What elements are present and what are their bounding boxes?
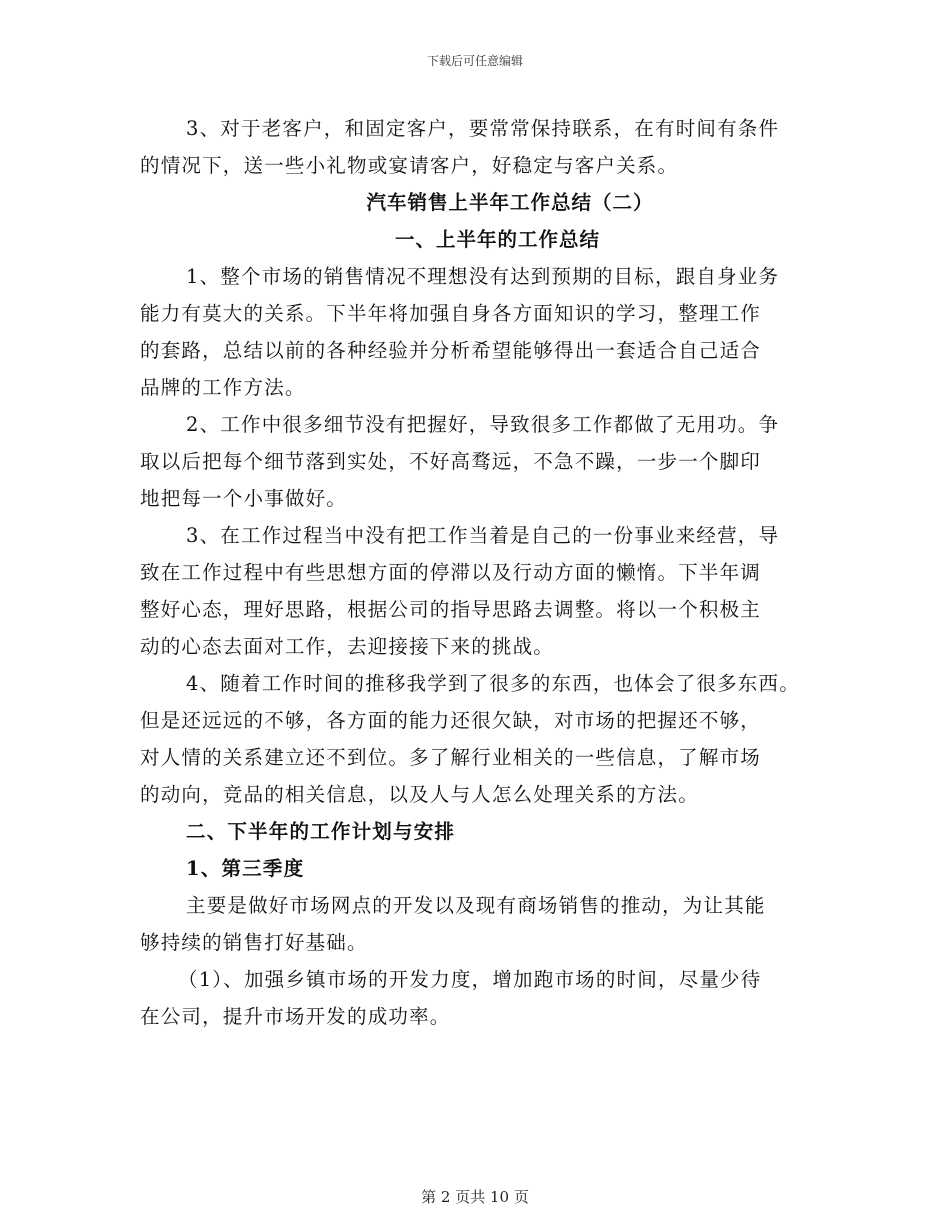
document-body: [140, 110, 820, 1035]
text-line: 1、第三季度: [186, 857, 305, 880]
text-line: 的套路，总结以前的各种经验并分析希望能够得出一套适合自己适合: [140, 339, 762, 362]
text-line: 主要是做好市场网点的开发以及现有商场销售的推动，为让其能: [186, 894, 766, 917]
text-line: 二、下半年的工作计划与安排: [186, 820, 456, 843]
page-header: 下载后可任意编辑: [426, 54, 523, 68]
text-line: 够持续的销售打好基础。: [140, 931, 368, 954]
text-line: 品牌的工作方法。: [140, 376, 306, 399]
text-line: 动的心态去面对工作，去迎接接下来的挑战。: [140, 635, 555, 658]
text-line: 地把每一个小事做好。: [140, 487, 348, 510]
text-line: 4、随着工作时间的推移我学到了很多的东西，也体会了很多东西。: [186, 672, 800, 695]
text-line: 对人情的关系建立还不到位。多了解行业相关的一些信息，了解市场: [140, 746, 762, 769]
text-line: 整好心态，理好思路，根据公司的指导思路去调整。将以一个积极主: [140, 598, 762, 621]
text-line: （1）、加强乡镇市场的开发力度，增加跑市场的时间，尽量少待: [178, 968, 762, 991]
text-line: 取以后把每个细节落到实处，不好高骛远，不急不躁，一步一个脚印: [140, 450, 762, 473]
text-line: 的情况下，送一些小礼物或宴请客户，好稳定与客户关系。: [140, 154, 679, 177]
text-line: 1、整个市场的销售情况不理想没有达到预期的目标，跟自身业务: [186, 265, 780, 288]
text-line: 能力有莫大的关系。下半年将加强自身各方面知识的学习，整理工作: [140, 302, 762, 325]
section-heading: 一、上半年的工作总结: [394, 228, 600, 251]
text-line: 的动向，竞品的相关信息，以及人与人怎么处理关系的方法。: [140, 783, 699, 806]
page-footer: 第 2 页共 10 页: [421, 1188, 529, 1206]
text-line: 但是还远远的不够，各方面的能力还很欠缺，对市场的把握还不够，: [140, 709, 762, 732]
text-line: 致在工作过程中有些思想方面的停滞以及行动方面的懒惰。下半年调: [140, 561, 762, 584]
text-line: 3、在工作过程当中没有把工作当着是自己的一份事业来经营，导: [186, 524, 780, 547]
text-line: 3、对于老客户，和固定客户，要常常保持联系，在有时间有条件: [186, 117, 780, 140]
section-heading: 汽车销售上半年工作总结（二）: [366, 191, 654, 214]
text-line: 2、工作中很多细节没有把握好，导致很多工作都做了无用功。争: [186, 413, 780, 436]
text-line: 在公司，提升市场开发的成功率。: [140, 1005, 451, 1028]
